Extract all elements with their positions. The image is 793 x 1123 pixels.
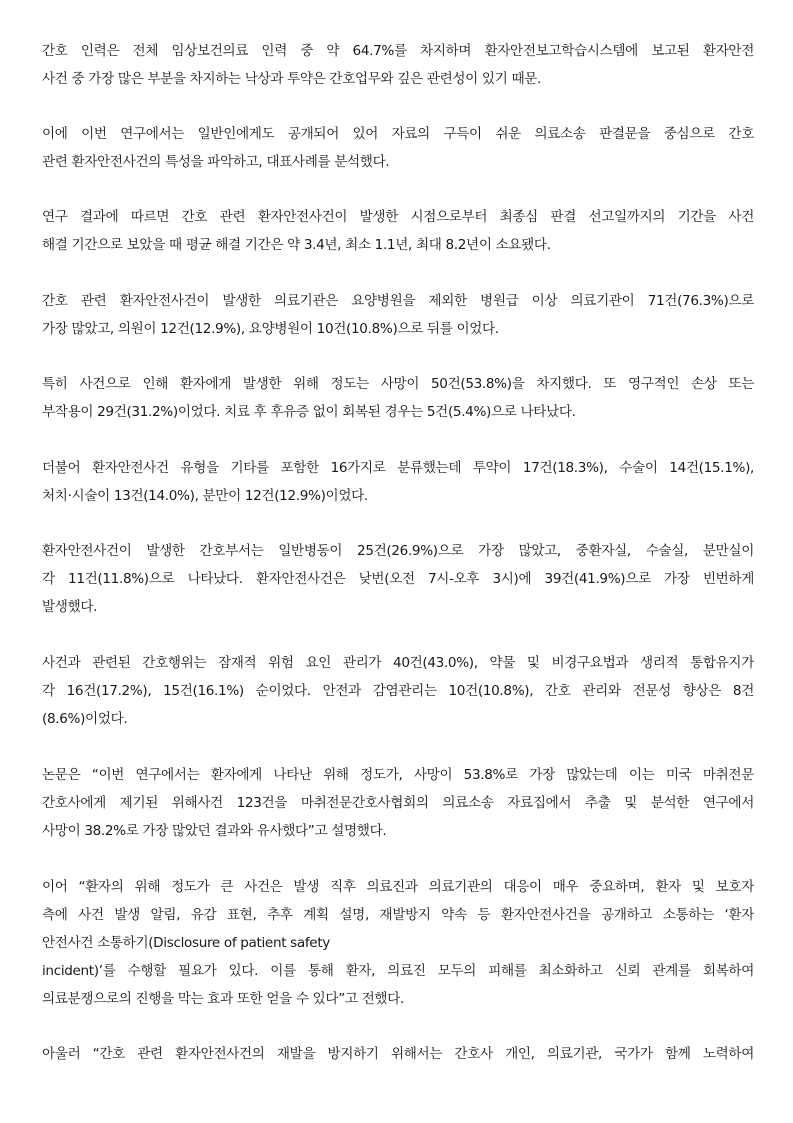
text-line: (8.6%)이었다.: [42, 711, 128, 727]
paragraph-nursing-actions: [42, 649, 754, 733]
text-line: 논문은 “이번 연구에서는 환자에게 나타난 위해 정도가, 사망이 53.8%로 가장 많았는데 이는 미국 마취전문: [42, 767, 754, 783]
text-line: 부작용이 29건(31.2%)이었다. 치료 후 후유증 없이 회복된 경우는 5건(5.4%)으로 나타났다.: [42, 404, 576, 420]
paragraph-event-types: [42, 454, 754, 510]
text-line: 발생했다.: [42, 599, 98, 615]
text-line: 환자안전사건이 발생한 간호부서는 일반병동이 25건(26.9%)으로 가장 많았고, 중환자실, 수술실, 분만실이: [42, 543, 754, 559]
text-line: 해결 기간으로 보았을 때 평균 해결 기간은 약 3.4년, 최소 1.1년, 최대 8.2년이 소요됐다.: [42, 237, 551, 253]
text-line: 사건 중 가장 많은 부분을 차지하는 낙상과 투약은 간호업무와 깊은 관련성이 있기 때문.: [42, 71, 541, 87]
text-line: 간호 인력은 전체 임상보건의료 인력 중 약 64.7%를 차지하며 환자안전보고학습시스템에 보고된 환자안전: [42, 43, 754, 59]
text-line: 간호사에게 제기된 위해사건 123건을 마취전문간호사협회의 의료소송 자료집에서 추출 및 분석한 연구에서: [42, 795, 754, 811]
text-line: 각 11건(11.8%)으로 나타났다. 환자안전사건은 낮번(오전 7시-오후 3시)에 39건(41.9%)으로 가장 빈번하게: [42, 571, 754, 587]
text-line: 특히 사건으로 인해 환자에게 발생한 위해 정도는 사망이 50건(53.8%)을 차지했다. 또 영구적인 손상 또는: [42, 376, 754, 392]
text-line: 연구 결과에 따르면 간호 관련 환자안전사건이 발생한 시점으로부터 최종심 판결 선고일까지의 기간을 사건: [42, 209, 754, 225]
text-line: 사건과 관련된 간호행위는 잠재적 위험 요인 관리가 40건(43.0%), 약물 및 비경구요법과 생리적 통합유지가: [42, 655, 754, 671]
paragraph-harm-severity: [42, 370, 754, 426]
text-line: 아울러 “간호 관련 환자안전사건의 재발을 방지하기 위해서는 간호사 개인, 의료기관, 국가가 함께 노력하여: [42, 1046, 754, 1062]
paragraph-institutions: [42, 287, 754, 343]
text-line: 더불어 환자안전사건 유형을 기타를 포함한 16가지로 분류했는데 투약이 17건(18.3%), 수술이 14건(15.1%),: [42, 460, 754, 476]
text-line: 의료분쟁으로의 진행을 막는 효과 또한 얻을 수 있다”고 전했다.: [42, 991, 404, 1007]
paragraph-comparison: [42, 761, 754, 845]
text-line: 측에 사건 발생 알림, 유감 표현, 추후 계획 설명, 재발방지 약속 등 환자안전사건을 공개하고 소통하는 ‘환자: [42, 907, 754, 923]
text-line: incident)’를 수행할 필요가 있다. 이를 통해 환자, 의료진 모두의 피해를 최소화하고 신뢰 관계를 회복하여: [42, 963, 754, 979]
text-line: 이어 “환자의 위해 정도가 큰 사건은 발생 직후 의료진과 의료기관의 대응이 매우 중요하며, 환자 및 보호자: [42, 879, 754, 895]
text-line: 처치·시술이 13건(14.0%), 분만이 12건(12.9%)이었다.: [42, 488, 368, 504]
paragraph-resolution-period: [42, 203, 754, 259]
text-line: 안전사건 소통하기(Disclosure of patient safety: [42, 935, 330, 951]
paragraph-disclosure: [42, 873, 754, 1013]
text-line: 이에 이번 연구에서는 일반인에게도 공개되어 있어 자료의 구득이 쉬운 의료소송 판결문을 중심으로 간호: [42, 126, 754, 142]
paragraph-study-method: [42, 120, 754, 176]
paragraph-departments: [42, 537, 754, 621]
text-line: 가장 많았고, 의원이 12건(12.9%), 요양병원이 10건(10.8%)으로 뒤를 이었다.: [42, 321, 499, 337]
text-line: 각 16건(17.2%), 15건(16.1%) 순이었다. 안전과 감염관리는 10건(10.8%), 간호 관리와 전문성 향상은 8건: [42, 683, 754, 699]
text-line: 간호 관련 환자안전사건이 발생한 의료기관은 요양병원을 제외한 병원급 이상 의료기관이 71건(76.3%)으로: [42, 293, 754, 309]
paragraph-prevention: [42, 1040, 754, 1068]
text-line: 사망이 38.2%로 가장 많았던 결과와 유사했다”고 설명했다.: [42, 823, 387, 839]
text-line: 관련 환자안전사건의 특성을 파악하고, 대표사례를 분석했다.: [42, 154, 390, 170]
paragraph-nursing-workforce: [42, 37, 754, 93]
